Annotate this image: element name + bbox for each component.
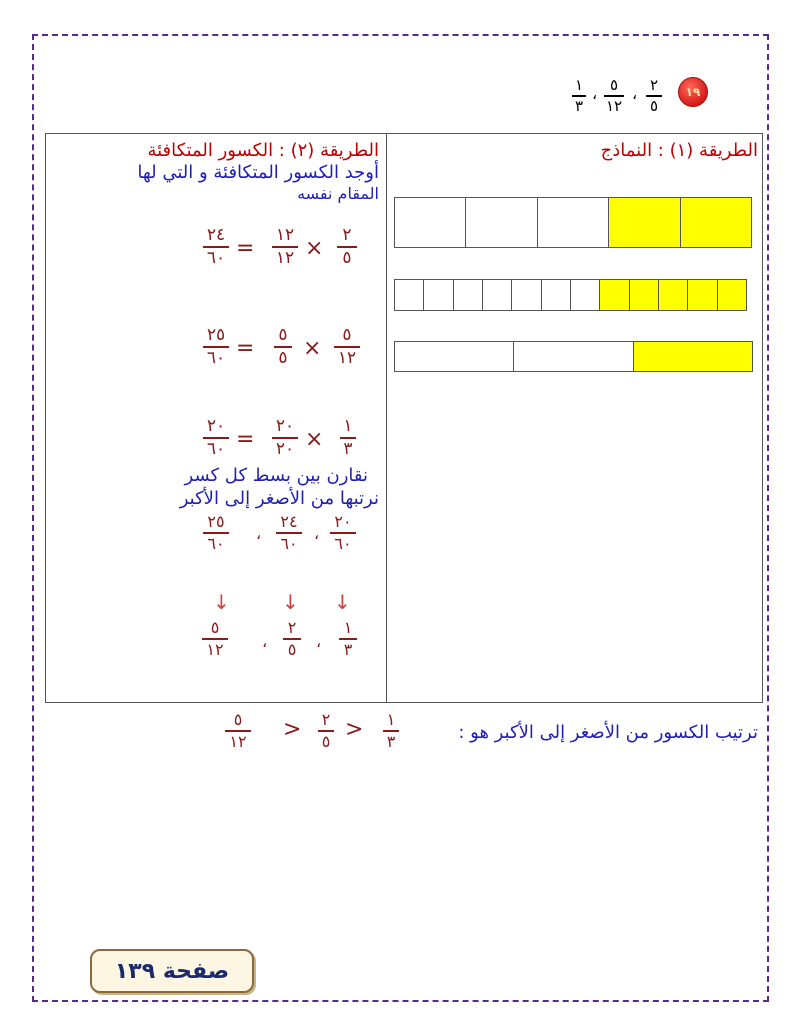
model-twelfths bbox=[394, 279, 747, 311]
ordered-original: ٢ ٥ bbox=[283, 620, 301, 658]
model-cell bbox=[541, 280, 570, 310]
model-cell-shaded bbox=[608, 198, 679, 247]
separator: ، bbox=[256, 524, 262, 543]
method2-instruction-line1: أوجد الكسور المتكافئة و التي لها bbox=[137, 162, 379, 183]
separator: ، bbox=[316, 632, 322, 651]
model-cell-shaded bbox=[717, 280, 746, 310]
question-fraction-1: ٢ ٥ bbox=[646, 78, 662, 114]
model-cell bbox=[537, 198, 608, 247]
times-sign: × bbox=[305, 236, 324, 261]
times-sign: × bbox=[303, 336, 322, 361]
question-separator: ، bbox=[632, 84, 638, 103]
compare-line2: نرتبها من الأصغر إلى الأكبر bbox=[179, 488, 379, 509]
model-cell-shaded bbox=[680, 198, 751, 247]
equation1-multiplier: ١٢ ١٢ bbox=[272, 227, 298, 267]
times-sign: × bbox=[305, 427, 324, 452]
question-number-badge: ١٩ bbox=[678, 77, 708, 107]
down-arrow-icon: ↓ bbox=[213, 590, 230, 614]
separator: ، bbox=[314, 524, 320, 543]
question-fraction-3: ١ ٣ bbox=[572, 78, 586, 114]
method2-title: الطريقة (٢) : الكسور المتكافئة bbox=[147, 140, 379, 161]
ordered-original: ٥ ١٢ bbox=[202, 620, 228, 658]
ordered-equivalent: ٢٠ ٦٠ bbox=[330, 514, 356, 552]
model-cell bbox=[423, 280, 452, 310]
equals-sign: = bbox=[236, 427, 255, 452]
model-cell bbox=[482, 280, 511, 310]
equation1-result: ٢٤ ٦٠ bbox=[203, 227, 229, 267]
separator: ، bbox=[262, 632, 268, 651]
model-cell bbox=[395, 342, 513, 371]
equation3-result: ٢٠ ٦٠ bbox=[203, 418, 229, 458]
model-cell bbox=[513, 342, 632, 371]
down-arrow-icon: ↓ bbox=[334, 590, 351, 614]
method2-instruction-line2: المقام نفسه bbox=[297, 184, 379, 203]
compare-line1: نقارن بين بسط كل كسر bbox=[184, 465, 368, 486]
equation2-fraction: ٥ ١٢ bbox=[334, 327, 360, 367]
down-arrow-icon: ↓ bbox=[282, 590, 299, 614]
equation1-fraction: ٢ ٥ bbox=[337, 227, 357, 267]
equation3-fraction: ١ ٣ bbox=[340, 418, 356, 458]
method1-title: الطريقة (١) : النماذج bbox=[600, 140, 758, 161]
model-cell-shaded bbox=[633, 342, 752, 371]
answer-fraction: ٥ ١٢ bbox=[225, 712, 251, 750]
answer-text: ترتيب الكسور من الأصغر إلى الأكبر هو : bbox=[458, 722, 758, 743]
comparison-sign: > bbox=[345, 717, 364, 742]
ordered-equivalent: ٢٥ ٦٠ bbox=[203, 514, 229, 552]
ordered-original: ١ ٣ bbox=[339, 620, 357, 658]
equation2-multiplier: ٥ ٥ bbox=[274, 327, 292, 367]
model-cell bbox=[465, 198, 536, 247]
model-fifths bbox=[394, 197, 752, 248]
model-cell-shaded bbox=[629, 280, 658, 310]
model-cell bbox=[453, 280, 482, 310]
comparison-sign: > bbox=[283, 717, 302, 742]
page-number-badge bbox=[90, 949, 254, 993]
model-cell bbox=[511, 280, 540, 310]
model-cell bbox=[395, 280, 423, 310]
answer-fraction: ١ ٣ bbox=[383, 712, 399, 750]
question-separator: ، bbox=[592, 84, 598, 103]
model-cell-shaded bbox=[687, 280, 716, 310]
equals-sign: = bbox=[236, 236, 255, 261]
equation3-multiplier: ٢٠ ٢٠ bbox=[272, 418, 298, 458]
page-number-label: صفحة ١٣٩ bbox=[114, 958, 230, 984]
column-divider bbox=[386, 133, 387, 703]
model-cell bbox=[395, 198, 465, 247]
model-cell-shaded bbox=[599, 280, 628, 310]
model-cell bbox=[570, 280, 599, 310]
ordered-equivalent: ٢٤ ٦٠ bbox=[276, 514, 302, 552]
answer-fraction: ٢ ٥ bbox=[318, 712, 334, 750]
question-fraction-2: ٥ ١٢ bbox=[605, 76, 623, 115]
equals-sign: = bbox=[236, 336, 255, 361]
model-cell-shaded bbox=[658, 280, 687, 310]
equation2-result: ٢٥ ٦٠ bbox=[203, 327, 229, 367]
model-thirds bbox=[394, 341, 753, 372]
